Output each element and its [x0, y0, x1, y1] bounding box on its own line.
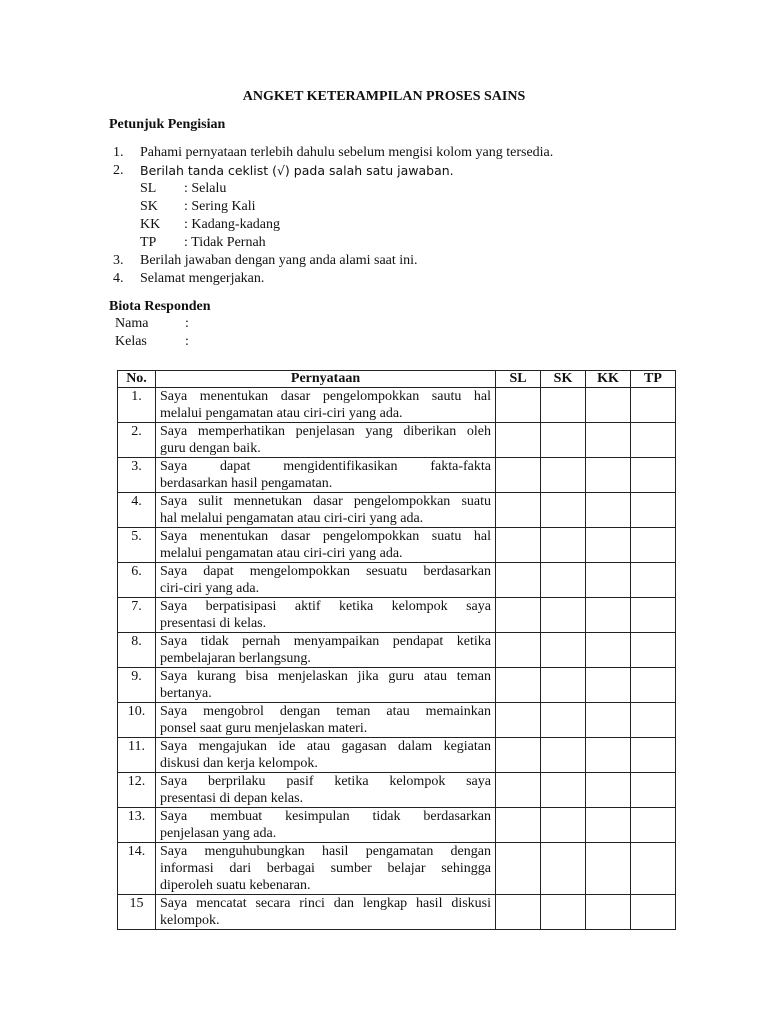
- answer-cell-tp[interactable]: [631, 668, 676, 703]
- answer-cell-kk[interactable]: [586, 528, 631, 563]
- answer-cell-kk[interactable]: [586, 598, 631, 633]
- statement-line: Saya mencatat secara rinci dan lengkap hasil diskusi: [160, 896, 491, 911]
- legend-item: [113, 180, 673, 198]
- answer-cell-kk[interactable]: [586, 808, 631, 843]
- answer-cell-sl[interactable]: [496, 703, 541, 738]
- statement-line: berdasarkan hasil pengamatan.: [160, 476, 333, 491]
- answer-cell-sl[interactable]: [496, 493, 541, 528]
- instruction-text: Selamat mengerjakan.: [140, 271, 265, 286]
- answer-cell-tp[interactable]: [631, 703, 676, 738]
- header-kk: KK: [586, 371, 631, 388]
- table-row: [118, 738, 676, 773]
- instruction-number: 1.: [113, 145, 124, 160]
- statement-cell: [156, 808, 496, 843]
- table-row: [118, 423, 676, 458]
- answer-cell-tp[interactable]: [631, 808, 676, 843]
- answer-cell-tp[interactable]: [631, 895, 676, 930]
- statement-line: guru dengan baik.: [160, 441, 261, 456]
- table-row: [118, 668, 676, 703]
- row-number: 11.: [118, 738, 156, 773]
- statement-line: bertanya.: [160, 686, 212, 701]
- instruction-number: 3.: [113, 253, 124, 268]
- row-number: 10.: [118, 703, 156, 738]
- answer-cell-kk[interactable]: [586, 493, 631, 528]
- instruction-text: Berilah jawaban dengan yang anda alami saat ini.: [140, 253, 418, 268]
- instruction-item: [113, 270, 673, 288]
- statement-cell: [156, 458, 496, 493]
- header-tp: TP: [631, 371, 676, 388]
- statement-line: Saya sulit mennetukan dasar pengelompokkan suatu: [160, 494, 491, 509]
- table-row: [118, 808, 676, 843]
- header-statement: Pernyataan: [156, 371, 496, 388]
- statement-line: Saya tidak pernah menyampaikan pendapat ketika: [160, 634, 491, 649]
- statement-line: presentasi di kelas.: [160, 616, 267, 631]
- answer-cell-sk[interactable]: [541, 423, 586, 458]
- legend-item: [113, 216, 673, 234]
- answer-cell-kk[interactable]: [586, 738, 631, 773]
- answer-cell-tp[interactable]: [631, 388, 676, 423]
- statement-cell: [156, 633, 496, 668]
- statement-line: Saya kurang bisa menjelaskan jika guru atau teman: [160, 669, 491, 684]
- answer-cell-kk[interactable]: [586, 773, 631, 808]
- answer-cell-sk[interactable]: [541, 458, 586, 493]
- answer-cell-tp[interactable]: [631, 738, 676, 773]
- statement-line: Saya menentukan dasar pengelompokkan sautu hal: [160, 389, 491, 404]
- statement-cell: [156, 528, 496, 563]
- statement-line: hal melalui pengamatan atau ciri-ciri yang ada.: [160, 511, 424, 526]
- statement-line: ciri-ciri yang ada.: [160, 581, 260, 596]
- answer-cell-kk[interactable]: [586, 895, 631, 930]
- instruction-text: Pahami pernyataan terlebih dahulu sebelum mengisi kolom yang tersedia.: [140, 145, 554, 160]
- statement-line: presentasi di depan kelas.: [160, 791, 304, 806]
- row-number: 4.: [118, 493, 156, 528]
- answer-cell-kk[interactable]: [586, 388, 631, 423]
- statement-cell: [156, 738, 496, 773]
- answer-cell-sl[interactable]: [496, 528, 541, 563]
- table-row: [118, 633, 676, 668]
- answer-cell-tp[interactable]: [631, 528, 676, 563]
- table-row: [118, 563, 676, 598]
- answer-cell-kk[interactable]: [586, 633, 631, 668]
- statement-line: Saya mengobrol dengan teman atau memainkan: [160, 704, 491, 719]
- answer-cell-sl[interactable]: [496, 895, 541, 930]
- statement-line: Saya berpatisipasi aktif ketika kelompok saya: [160, 599, 491, 614]
- legend-item: [113, 198, 673, 216]
- respondent-field-name: [115, 315, 189, 333]
- instruction-item: [113, 162, 673, 180]
- statement-line: Saya menguhubungkan hasil pengamatan dengan: [160, 844, 491, 859]
- answer-cell-tp[interactable]: [631, 423, 676, 458]
- statement-line: Saya dapat mengelompokkan sesuatu berdasarkan: [160, 564, 491, 579]
- answer-cell-sk[interactable]: [541, 668, 586, 703]
- statement-line: Saya berprilaku pasif ketika kelompok saya: [160, 774, 491, 789]
- statement-cell: [156, 493, 496, 528]
- answer-cell-sl[interactable]: [496, 423, 541, 458]
- statement-line: kelompok.: [160, 913, 220, 928]
- row-number: 3.: [118, 458, 156, 493]
- answer-cell-sl[interactable]: [496, 633, 541, 668]
- instruction-item: [113, 252, 673, 270]
- statement-line: diperoleh suatu kebenaran.: [160, 878, 311, 893]
- table-header-row: [118, 371, 676, 388]
- legend-code: SL: [140, 181, 157, 196]
- row-number: 9.: [118, 668, 156, 703]
- table-row: [118, 528, 676, 563]
- statement-cell: [156, 563, 496, 598]
- field-colon: :: [185, 316, 189, 331]
- legend-meaning: : Sering Kali: [184, 199, 256, 214]
- respondent-heading: Biota Responden: [109, 299, 211, 314]
- field-label: Kelas: [115, 334, 147, 349]
- instruction-number: 4.: [113, 271, 124, 286]
- row-number: 2.: [118, 423, 156, 458]
- header-sk: SK: [541, 371, 586, 388]
- answer-cell-sk[interactable]: [541, 773, 586, 808]
- answer-cell-tp[interactable]: [631, 773, 676, 808]
- document-title: ANGKET KETERAMPILAN PROSES SAINS: [242, 89, 526, 104]
- answer-cell-tp[interactable]: [631, 843, 676, 895]
- answer-cell-kk[interactable]: [586, 703, 631, 738]
- answer-cell-sl[interactable]: [496, 668, 541, 703]
- statement-line: ponsel saat guru menjelaskan materi.: [160, 721, 368, 736]
- respondent-field-class: [115, 333, 189, 351]
- answer-cell-sk[interactable]: [541, 388, 586, 423]
- legend-meaning: : Tidak Pernah: [184, 235, 266, 250]
- statement-line: informasi dari berbagai sumber belajar sehingga: [160, 861, 491, 876]
- answer-cell-sk[interactable]: [541, 493, 586, 528]
- table-row: [118, 895, 676, 930]
- legend-meaning: : Selalu: [184, 181, 227, 196]
- answer-cell-kk[interactable]: [586, 843, 631, 895]
- answer-cell-sl[interactable]: [496, 458, 541, 493]
- answer-cell-sl[interactable]: [496, 598, 541, 633]
- answer-cell-tp[interactable]: [631, 458, 676, 493]
- table-row: [118, 773, 676, 808]
- statement-line: diskusi dan kerja kelompok.: [160, 756, 318, 771]
- statement-line: melalui pengamatan atau ciri-ciri yang ada.: [160, 406, 403, 421]
- answer-cell-sk[interactable]: [541, 598, 586, 633]
- answer-cell-kk[interactable]: [586, 668, 631, 703]
- answer-cell-sk[interactable]: [541, 843, 586, 895]
- instruction-text: Berilah tanda ceklist (√) pada salah satu jawaban.: [140, 163, 454, 178]
- answer-cell-sk[interactable]: [541, 895, 586, 930]
- answer-cell-tp[interactable]: [631, 563, 676, 598]
- statement-cell: [156, 773, 496, 808]
- answer-cell-sk[interactable]: [541, 528, 586, 563]
- statement-cell: [156, 423, 496, 458]
- row-number: 13.: [118, 808, 156, 843]
- instruction-item: [113, 144, 673, 162]
- field-colon: :: [185, 334, 189, 349]
- instructions-heading: Petunjuk Pengisian: [109, 117, 226, 132]
- answer-cell-sk[interactable]: [541, 738, 586, 773]
- row-number: 12.: [118, 773, 156, 808]
- legend-code: KK: [140, 217, 161, 232]
- row-number: 8.: [118, 633, 156, 668]
- row-number: 1.: [118, 388, 156, 423]
- answer-cell-tp[interactable]: [631, 633, 676, 668]
- survey-table: [117, 370, 676, 930]
- answer-cell-sl[interactable]: [496, 563, 541, 598]
- table-row: [118, 458, 676, 493]
- answer-cell-sk[interactable]: [541, 633, 586, 668]
- statement-line: melalui pengamatan atau ciri-ciri yang ada.: [160, 546, 403, 561]
- statement-cell: [156, 703, 496, 738]
- table-row: [118, 493, 676, 528]
- table-row: [118, 388, 676, 423]
- answer-cell-sl[interactable]: [496, 808, 541, 843]
- table-row: [118, 703, 676, 738]
- legend-item: [113, 234, 673, 252]
- statement-cell: [156, 598, 496, 633]
- table-row: [118, 843, 676, 895]
- statement-cell: [156, 388, 496, 423]
- table-row: [118, 598, 676, 633]
- legend-code: TP: [140, 235, 157, 250]
- statement-line: Saya mengajukan ide atau gagasan dalam kegiatan: [160, 739, 491, 754]
- statement-line: Saya menentukan dasar pengelompokkan suatu hal: [160, 529, 491, 544]
- statement-cell: [156, 668, 496, 703]
- answer-cell-sk[interactable]: [541, 563, 586, 598]
- legend-code: SK: [140, 199, 158, 214]
- field-label: Nama: [115, 316, 149, 331]
- answer-cell-sl[interactable]: [496, 773, 541, 808]
- answer-cell-sk[interactable]: [541, 808, 586, 843]
- statement-line: Saya membuat kesimpulan tidak berdasarkan: [160, 809, 491, 824]
- header-no: No.: [118, 371, 156, 388]
- row-number: 6.: [118, 563, 156, 598]
- instructions-list: [113, 144, 673, 288]
- statement-cell: [156, 843, 496, 895]
- statement-line: penjelasan yang ada.: [160, 826, 277, 841]
- answer-cell-tp[interactable]: [631, 598, 676, 633]
- row-number: 14.: [118, 843, 156, 895]
- answer-cell-sk[interactable]: [541, 703, 586, 738]
- statement-line: Saya dapat mengidentifikasikan fakta-fakta: [160, 459, 491, 474]
- legend-meaning: : Kadang-kadang: [184, 217, 281, 232]
- answer-cell-tp[interactable]: [631, 493, 676, 528]
- statement-cell: [156, 895, 496, 930]
- answer-cell-sl[interactable]: [496, 843, 541, 895]
- row-number: 15: [118, 895, 156, 930]
- answer-cell-sl[interactable]: [496, 738, 541, 773]
- row-number: 5.: [118, 528, 156, 563]
- respondent-fields: [115, 315, 189, 351]
- instruction-number: 2.: [113, 163, 124, 178]
- answer-cell-kk[interactable]: [586, 563, 631, 598]
- answer-cell-kk[interactable]: [586, 423, 631, 458]
- statement-line: Saya memperhatikan penjelasan yang diberikan oleh: [160, 424, 491, 439]
- answer-cell-sl[interactable]: [496, 388, 541, 423]
- row-number: 7.: [118, 598, 156, 633]
- answer-cell-kk[interactable]: [586, 458, 631, 493]
- header-sl: SL: [496, 371, 541, 388]
- statement-line: pembelajaran berlangsung.: [160, 651, 311, 666]
